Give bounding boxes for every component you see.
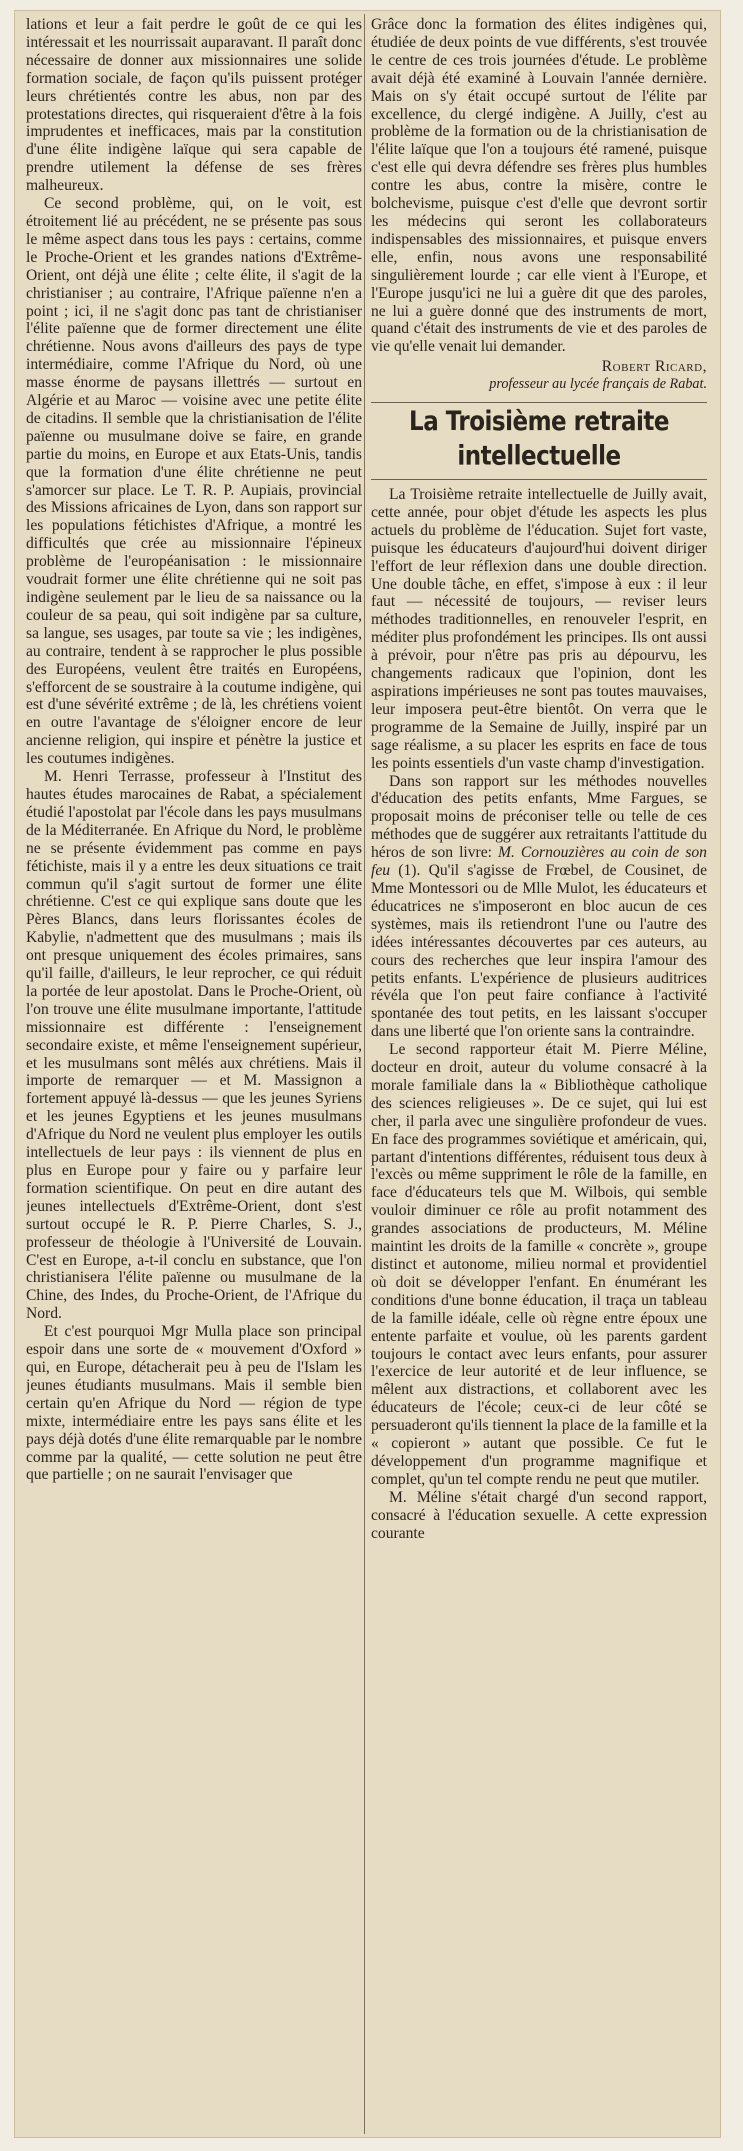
paragraph <box>371 773 707 1042</box>
headline-rule-top <box>371 402 707 403</box>
paragraph: Et c'est pourquoi Mgr Mulla place son principal espoir dans une sorte de « mouvement d'Oxford » qui, en Europe, détacherait peu à peu de l'Islam les jeunes étudiants musulmans. Mais il semble bien certain qu'en Afrique du Nord — région de type mixte, intermédiaire entre les pays sans élite et les pays déjà dotés d'une élite remarquable par le nombre comme par la qualité, — cette solution ne peut être que partielle ; on ne saurait l'envisager que <box>26 1323 362 1484</box>
paragraph: lations et leur a fait perdre le goût de ce qui les intéressait et les nourrissait auparavant. Il paraît donc nécessaire de donner aux missionnaires une solide formation sociale, de façon qu'ils puissent protéger leurs chrétientés contre les abus, non par des protestations directes, qui risqueraient d'être à la fois imprudentes et inefficaces, mais par la constitution d'une élite indigène laïque qui sera capable de prendre utilement la défense de ses frères malheureux. <box>26 16 362 195</box>
signature-title: professeur au lycée français de Rabat. <box>489 376 707 393</box>
paragraph: Le second rapporteur était M. Pierre Méline, docteur en droit, auteur du volume consacré à la morale familiale dans la « Bibliothèque catholique des sciences religieuses ». De ce sujet, qui lui est cher, il parla avec une singulière profondeur de vues. En face des programmes soviétique et américain, qui, partant d'intentions différentes, réduisent tous deux à l'excès ou même suppriment le rôle de la famille, en face d'éducateurs tels que M. Wilbois, qui semble vouloir diminuer ce rôle au profit notamment des grandes associations de producteurs, M. Méline maintint les droits de la famille « concrète », groupe distinct et autonome, milieu normal et providentiel où doit se développer l'enfant. En énumérant les conditions d'une bonne éducation, il traça un tableau de la famille idéale, celle où règne entre époux une entente parfaite et voulue, où les parents gardent toujours le contact avec leurs enfants, pour assurer l'exercice de leur autorité et de leur influence, se mêlent aux distractions, et collaborent avec les éducateurs de l'école; ceux-ci de leur côté se persuaderont qu'ils tiennent la place de la famille et la « copieront » autant que possible. Ce fut le développement d'un programme magnifique et complet, qu'un tel compte rendu ne peut que mutiler. <box>371 1041 707 1488</box>
left-column <box>26 16 362 2132</box>
signature-name: Robert Ricard, <box>601 358 707 376</box>
paragraph-text: Dans son rapport sur les méthodes nouvelles d'éducation des petits enfants, Mme Fargues, se proposait moins de préconiser telle ou telle de ces méthodes que de suggérer aux retraitants l'attitude du héros de son livre: <box>371 772 707 862</box>
right-column <box>371 16 707 2132</box>
headline-rule-bottom <box>371 479 707 480</box>
paragraph: La Troisième retraite intellectuelle de Juilly avait, cette année, pour objet d'étude les aspects les plus actuels du problème de l'éducation. Sujet fort vaste, puisque les éducateurs d'aujourd'hui doivent diriger l'effort de leur réflexion dans une double direction. Une double tâche, en effet, s'impose à eux : il leur faut — nécessité de toujours, — reviser leurs méthodes traditionnelles, en renouveler l'esprit, en méditer plus profondément les principes. Ils ont aussi à prévoir, pour n'être pas pris au dépourvu, les changements radicaux que l'opinion, dont les aspirations impérieuses ne sont pas toutes mauvaises, leur imposera peut-être bientôt. On verra que le programme de la Semaine de Juilly, inspiré par un sage réalisme, a su placer les esprits en face de tous les points essentiels d'un vaste champ d'investigation. <box>371 486 707 772</box>
newspaper-clipping <box>14 10 721 2138</box>
paragraph: Grâce donc la formation des élites indigènes qui, étudiée de deux points de vue différents, s'est trouvée le centre de ces trois journées d'étude. Le problème avait déjà été examiné à Louvain l'année dernière. Mais on s'y était occupé surtout de l'élite par excellence, du clergé indigène. A Juilly, c'est au problème de la formation ou de la christianisation de l'élite laïque que l'on a toujours été ramené, puisque c'est elle qui devra défendre ses frères plus humbles contre les abus, contre la misère, contre le bolchevisme, puisque c'est d'elle que devront sortir les médecins qui seront les collaborateurs indispensables des missionnaires, et puisque envers elle, enfin, nous avons une responsabilité singulièrement lourde ; car elle vient à l'Europe, et l'Europe jusqu'ici ne lui a guère dit que des paroles, ne lui a guère donné que des instruments de mort, quand c'était des instruments de vie et des paroles de vie qu'elle venait lui demander. <box>371 16 707 356</box>
book-title: M. Cornouzières au coin de son feu <box>371 844 707 880</box>
column-divider <box>364 14 365 2134</box>
article-headline: La Troisième retraite intellectuelle <box>409 406 669 472</box>
paragraph-text: (1). Qu'il s'agisse de Frœbel, de Cousinet, de Mme Montessori ou de Mlle Mulot, les éducateurs et éducatrices ne s'imposeront en bloc aucun de ces systèmes, mais ils retiendront l'une ou l'autre des idées intéressantes découvertes par ces auteurs, au cours des recherches que leur inspira l'amour des petits enfants. L'expérience de plusieurs auditrices révéla que l'on peut faire confiance à l'activité spontanée des tout petits, en les laissant s'occuper dans une liberté que l'on oriente sans la contraindre. <box>371 862 707 1041</box>
paragraph: Ce second problème, qui, on le voit, est étroitement lié au précédent, ne se présente pas sous le même aspect dans tous les pays : certains, comme le Proche-Orient et les grandes nations d'Extrême-Orient, ont déjà une élite ; celte élite, il s'agit de la christianiser ; au contraire, l'Afrique païenne n'en a point ; ici, il ne s'agit donc pas tant de christianiser l'élite païenne que de former directement une élite chrétienne. Nous avons d'ailleurs des pays de type intermédiaire, comme l'Afrique du Nord, où une masse énorme de paysans illettrés — surtout en Algérie et au Maroc — voisine avec une petite élite de citadins. Il semble que la christianisation de l'élite païenne ou musulmane doive se faire, en grande partie du moins, en Europe et aux Etats-Unis, tandis que la formation d'une élite chrétienne ne peut s'amorcer sur place. Le T. R. P. Aupiais, provincial des Missions africaines de Lyon, dans son rapport sur les populations fétichistes d'Afrique, a montré les difficultés que crée au missionnaire l'épineux problème de l'européanisation : le missionnaire voudrait former une élite chrétienne qui ne soit pas indigène seulement par le lieu de sa naissance ou la couleur de sa peau, qui soit indigène par sa culture, sa langue, ses usages, par toute sa vie ; les indigènes, au contraire, tendent à se rapprocher le plus possible des Européens, veulent être traités en Européens, s'efforcent de se soustraire à la coutume indigène, qui est d'une sévérité extrême ; de là, les chrétiens voient en outre l'avantage de s'éloigner encore de leur ancienne religion, qui inspire et pénètre la justice et les coutumes indigènes. <box>26 195 362 768</box>
paragraph: M. Henri Terrasse, professeur à l'Institut des hautes études marocaines de Rabat, a spécialement étudié l'apostolat par l'école dans les pays musulmans de la Méditerranée. En Afrique du Nord, le problème ne se présente évidemment pas comme en pays fétichiste, mais il y a entre les deux situations ce trait commun qu'il s'agit surtout de former une élite chrétienne. C'est ce qui explique sans doute que les Pères Blancs, dans leurs florissantes écoles de Kabylie, n'admettent que des musulmans ; mais ils ont presque uniquement des écoles primaires, sans qu'il faille, d'ailleurs, le leur reprocher, ce qui réduit la portée de leur apostolat. Dans le Proche-Orient, où l'on trouve une élite musulmane importante, l'attitude missionnaire est différente : l'enseignement secondaire existe, et même l'enseignement supérieur, et les musulmans sont mêlés aux chrétiens. Mais il importe de remarquer — et M. Massignon a fortement appuyé là-dessus — que les jeunes Syriens et les jeunes Egyptiens et les jeunes musulmans d'Afrique du Nord ne veulent plus employer les outils intellectuels de leur pays : ils viennent de plus en plus en Europe pour y faire ou y parfaire leur formation scientifique. On peut en dire autant des jeunes intellectuels d'Extrême-Orient, dont s'est surtout occupé le R. P. Pierre Charles, S. J., professeur de théologie à l'Université de Louvain. C'est en Europe, a-t-il conclu en substance, que l'on christianisera l'élite païenne ou musulmane de la Chine, des Indes, du Proche-Orient, de l'Afrique du Nord. <box>26 768 362 1323</box>
signature <box>371 358 707 394</box>
paragraph: M. Méline s'était chargé d'un second rapport, consacré à l'éducation sexuelle. A cette expression courante <box>371 1488 707 1542</box>
